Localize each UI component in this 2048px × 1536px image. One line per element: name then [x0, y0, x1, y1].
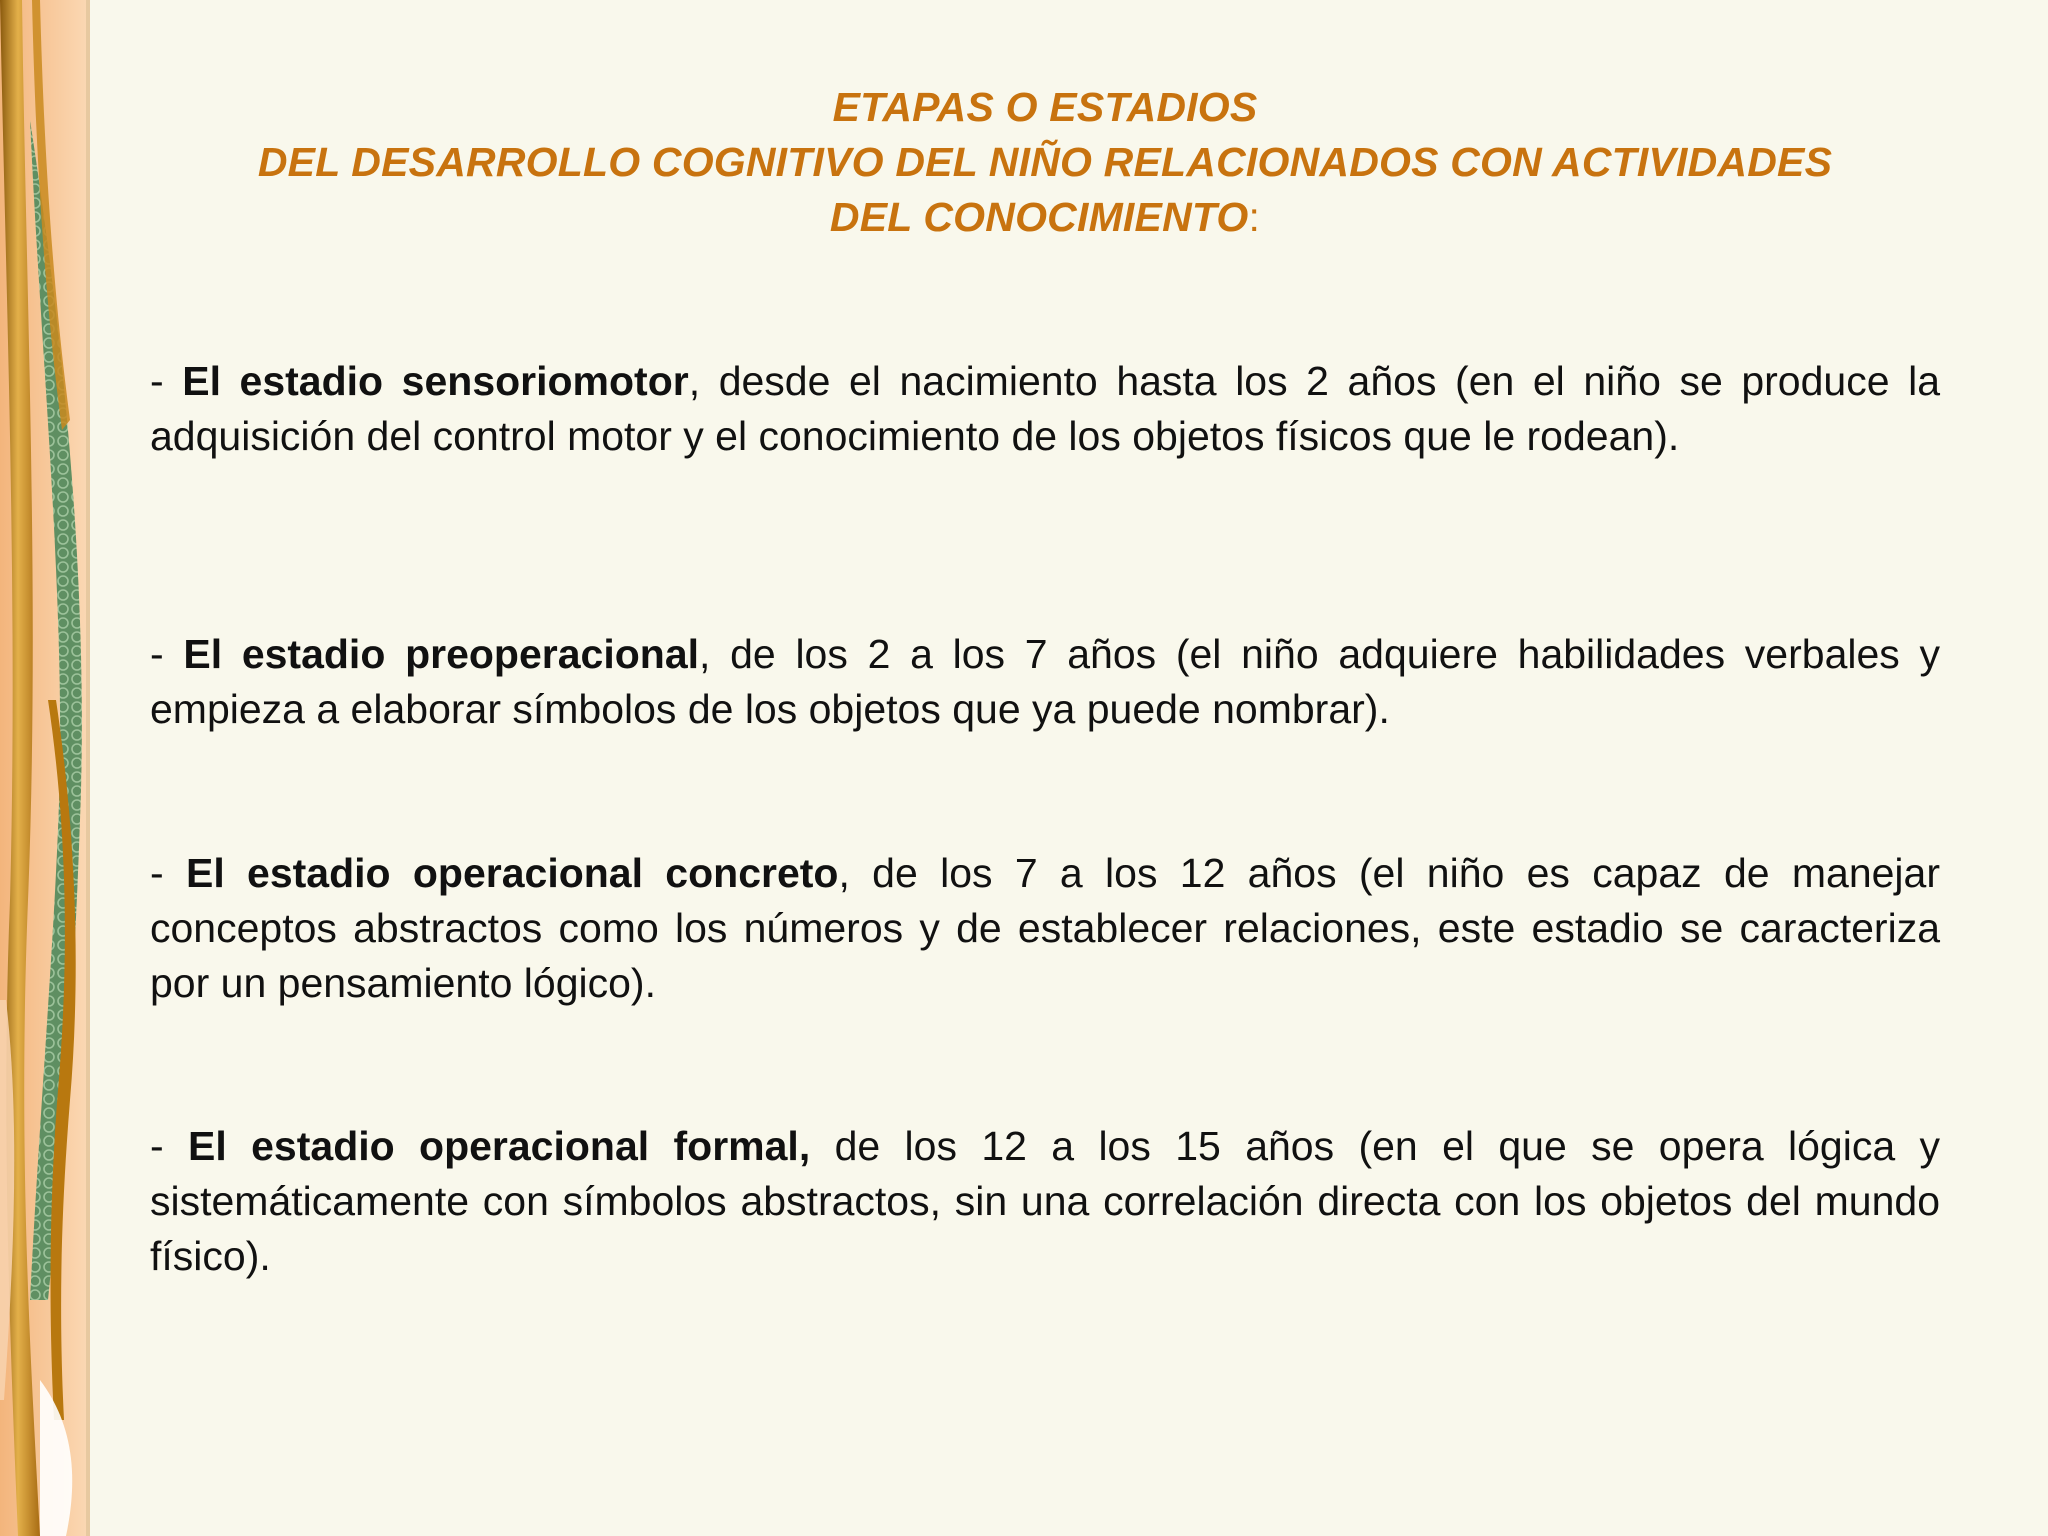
- title-line-3-text: DEL CONOCIMIENTO: [829, 194, 1249, 240]
- stage-name: El estadio operacional formal,: [188, 1123, 811, 1169]
- stage-name: El estadio preoperacional: [183, 631, 700, 677]
- stage-prefix: -: [150, 1123, 189, 1169]
- stage-paragraph-preoperacional: [150, 627, 1940, 737]
- slide-title: [150, 80, 1940, 245]
- stage-prefix: -: [150, 850, 186, 896]
- stage-name: El estadio sensoriomotor: [182, 358, 689, 404]
- title-colon: :: [1248, 194, 1261, 240]
- stage-description: , desde el nacimiento hasta los 2 años (en el niño se produce la adquisición del control motor y el conocimiento de los objetos físicos que le rodean).: [150, 358, 1940, 459]
- stage-paragraph-operacional-concreto: [150, 846, 1940, 1011]
- decorative-ribbon-border: [0, 0, 90, 1536]
- stage-description: , de los 7 a los 12 años (el niño es capaz de manejar conceptos abstractos como los números y de establecer relaciones, este estadio se caracteriza por un pensamiento lógico).: [150, 850, 1940, 1006]
- stage-paragraph-sensoriomotor: [150, 354, 1940, 464]
- title-line-2: DEL DESARROLLO COGNITIVO DEL NIÑO RELACIONADOS CON ACTIVIDADES: [257, 139, 1833, 185]
- stage-paragraph-operacional-formal: [150, 1119, 1940, 1284]
- stage-prefix: -: [150, 631, 184, 677]
- stage-description: , de los 2 a los 7 años (el niño adquiere habilidades verbales y empieza a elaborar símbolos de los objetos que ya puede nombrar).: [150, 631, 1940, 732]
- stage-description: de los 12 a los 15 años (en el que se opera lógica y sistemáticamente con símbolos abstractos, sin una correlación directa con los objetos del mundo físico).: [150, 1123, 1941, 1279]
- stage-name: El estadio operacional concreto: [185, 850, 839, 896]
- title-line-1: ETAPAS O ESTADIOS: [832, 84, 1258, 130]
- title-line-3: [150, 190, 1940, 245]
- stage-prefix: -: [150, 358, 183, 404]
